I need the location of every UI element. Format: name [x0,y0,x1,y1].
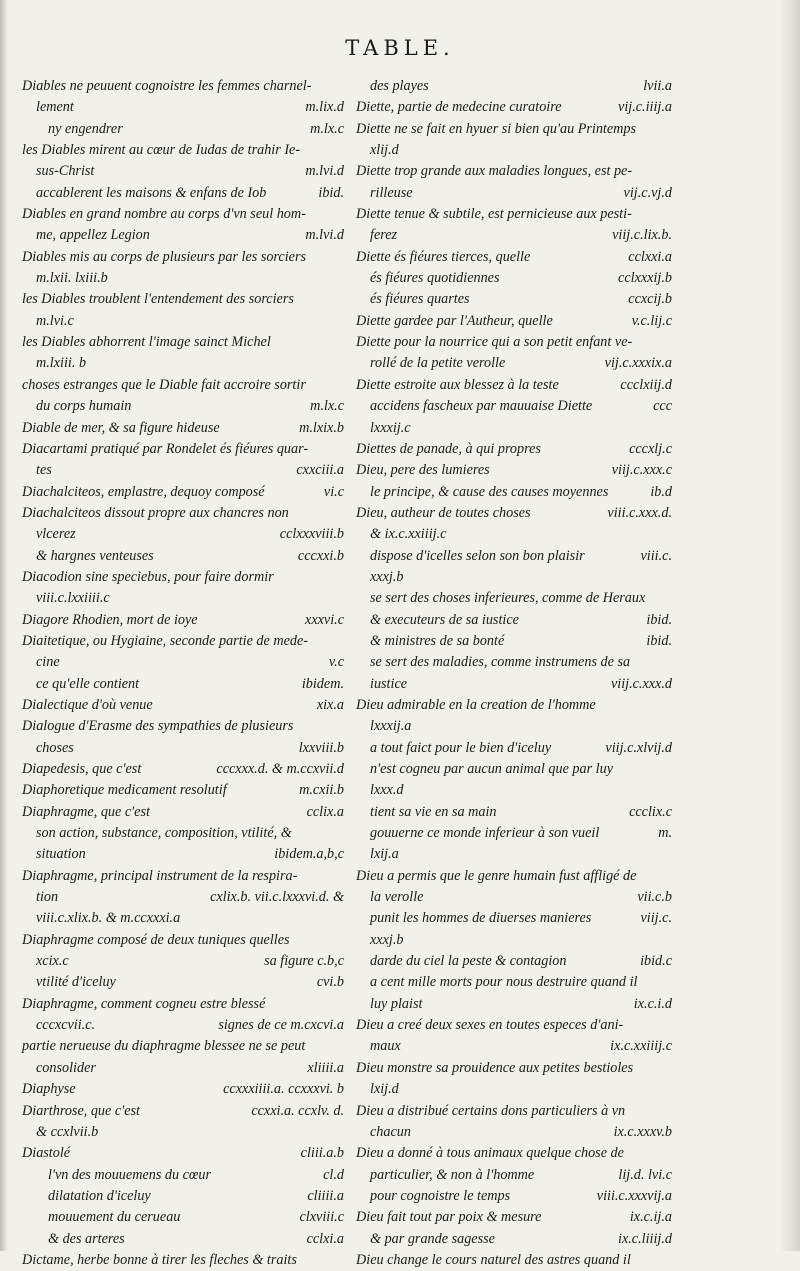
entry-text: Dieu, pere des lumieres [356,462,490,479]
entry-reference: cccxlj.c [629,440,672,457]
entry-text: a tout faict pour le bien d'iceluy [370,739,552,756]
entry-text: chacun [370,1123,411,1140]
entry-text: tient sa vie en sa main [370,803,497,820]
index-entry [356,631,672,652]
index-entry [356,524,672,545]
entry-text: du corps humain [36,398,132,415]
index-entry [356,1015,672,1036]
index-entry [22,887,344,908]
entry-reference: viij.c. [640,910,672,927]
entry-text: Diette ne se fait en hyuer si bien qu'au Printemps [356,120,637,137]
entry-reference: cccxxi.b [297,547,344,564]
entry-text: Diette és fiéures tierces, quelle [356,248,531,265]
entry-text: Diacartami pratiqué par Rondelet és fiéures quar- [22,440,309,457]
index-entry [356,844,672,865]
entry-text: vlcerez [36,526,76,543]
entry-reference: m.lxix.b [299,419,344,436]
index-entry [22,652,344,673]
entry-text: me, appellez Legion [36,227,150,244]
index-entry [22,204,344,225]
entry-text: & ix.c.xxiiij.c [370,526,447,543]
index-entry [22,418,344,439]
index-entry [356,1229,672,1250]
entry-text: maux [370,1038,401,1055]
entry-reference: vij.c.vj.d [623,184,672,201]
page-title: TABLE. [345,36,455,60]
entry-reference: clxviii.c [299,1209,344,1226]
entry-reference: cclxxxij.b [618,270,672,287]
entry-reference: m. [658,825,672,842]
entry-text: ce qu'elle contient [36,675,140,692]
entry-text: Diables mis au corps de plusieurs par les sorciers [22,248,307,265]
entry-text: cccxcvii.c. [36,1017,96,1034]
entry-text: n'est cogneu par aucun animal que par luy [370,761,614,777]
entry-text: dispose d'icelles selon son bon plaisir [370,547,585,564]
entry-text: Dictame, herbe bonne à tirer les fleches & traits [22,1251,297,1268]
entry-text: & ccxlvii.b [36,1123,99,1140]
entry-text: viii.c.lxxiiii.c [36,590,110,607]
entry-reference: m.cxii.b [299,782,344,799]
entry-reference: viii.c. [640,547,672,564]
index-entry [356,460,672,481]
entry-text: és fiéures quotidiennes [370,270,500,287]
index-entry [22,588,344,609]
index-entry [356,567,672,588]
entry-reference: cclix.a [306,803,344,820]
index-entry [22,460,344,481]
entry-text: Diaitetique, ou Hygiaine, seconde partie de mede- [22,632,309,649]
index-entry [22,396,344,417]
index-entry [22,76,344,97]
entry-text: m.lxiii. b [36,355,87,372]
entry-text: xxxj.b [370,568,404,585]
index-entry [22,1015,344,1036]
entry-text: choses estranges que le Diable fait accroire sortir [22,376,306,393]
index-entry [356,994,672,1015]
index-entry [22,567,344,588]
entry-text: son action, substance, composition, vtilité, & [36,825,292,842]
right-column [356,76,672,1271]
index-entry [22,1250,344,1271]
index-entry [22,1143,344,1164]
entry-reference: lvii.a [643,78,672,94]
index-entry [356,695,672,716]
index-entry [22,695,344,716]
entry-text: cine [36,654,60,671]
index-entry [356,802,672,823]
index-entry [22,610,344,631]
index-entry [22,1036,344,1057]
entry-text: & par grande sagesse [370,1230,495,1247]
entry-text: partie nerueuse du diaphragme blessee ne se peut [22,1038,306,1055]
entry-text: Diarthrose, que c'est [22,1102,140,1119]
entry-reference: ccxcij.b [628,291,672,308]
index-entry [22,1101,344,1122]
entry-text: Diette pour la nourrice qui a son petit enfant ve- [356,334,633,351]
entry-reference: cvi.b [316,974,344,991]
entry-text: & ministres de sa bonté [370,632,505,649]
entry-reference: vij.c.iiij.a [618,99,672,116]
index-entry [356,716,672,737]
entry-text: darde du ciel la peste & contagion [370,953,567,970]
index-entry [356,311,672,332]
entry-text: ferez [370,227,398,244]
entry-text: Diagore Rhodien, mort de ioye [22,611,198,628]
entry-text: les Diables mirent au cœur de Iudas de trahir Ie- [22,142,301,159]
index-entry [22,353,344,374]
entry-reference: ibid. [646,632,672,649]
page-spine-shadow [0,0,8,1251]
index-entry [356,1250,672,1271]
entry-reference: ibid. [318,184,344,201]
index-entry [356,289,672,310]
entry-reference: ix.c.xxiiij.c [610,1038,672,1055]
entry-text: Diacodion sine speciebus, pour faire dormir [22,568,274,585]
entry-text: lement [36,99,74,116]
entry-reference: cclxxxviii.b [279,526,344,543]
entry-text: lxxxij.a [370,718,412,735]
index-entry [22,802,344,823]
index-entry [356,375,672,396]
entry-reference: viij.c.xlvij.d [605,739,672,756]
index-entry [356,674,672,695]
entry-text: & des arteres [48,1230,125,1247]
index-entry [22,119,344,140]
index-entry [22,1207,344,1228]
index-entry [356,119,672,140]
entry-text: Diaphragme, principal instrument de la respira- [22,867,298,884]
entry-text: Diette, partie de medecine curatoire [356,99,562,116]
index-entry [22,140,344,161]
entry-reference: ix.c.i.d [633,995,672,1012]
entry-text: Diette gardee par l'Autheur, quelle [356,312,553,329]
entry-reference: m.lvi.d [305,227,344,244]
index-entry [22,844,344,865]
entry-text: accidens fascheux par mauuaise Diette [370,398,593,415]
entry-text: l'vn des mouuemens du cœur [48,1166,212,1183]
entry-reference: vi.c [323,483,344,500]
index-entry [22,247,344,268]
index-entry [22,951,344,972]
index-entry [356,439,672,460]
entry-text: m.lvi.c [36,312,74,329]
entry-text: situation [36,846,86,863]
index-entry [356,482,672,503]
index-entry [22,183,344,204]
entry-text: luy plaist [370,995,423,1012]
entry-text: pour cognoistre le temps [370,1187,511,1204]
index-entry [356,503,672,524]
index-entry [356,759,672,780]
entry-text: Diette trop grande aux maladies longues, est pe- [356,163,633,180]
entry-text: la verolle [370,889,424,906]
index-entry [356,418,672,439]
index-entry [356,76,672,97]
index-entry [22,930,344,951]
entry-reference: v.c [328,654,344,671]
entry-text: viii.c.xlix.b. & m.ccxxxi.a [36,910,181,927]
entry-text: Diables ne peuuent cognoistre les femmes charnel- [22,78,312,94]
entry-reference: cl.d [323,1166,344,1183]
entry-text: les Diables troublent l'entendement des sorciers [22,291,294,308]
entry-text: & executeurs de sa iustice [370,611,519,628]
entry-reference: cclxxi.a [628,248,672,265]
entry-text: dilatation d'iceluy [48,1187,151,1204]
index-entry [356,588,672,609]
index-entry [22,759,344,780]
index-entry [356,140,672,161]
entry-text: lxxx.d [370,782,404,799]
page-edge-shadow [780,0,800,1251]
index-entry [22,375,344,396]
index-entry [356,183,672,204]
index-entry [356,1036,672,1057]
entry-reference: ibid. [646,611,672,628]
index-entry [22,524,344,545]
entry-reference: ibidem. [301,675,344,692]
entry-text: Diapedesis, que c'est [22,761,142,777]
index-entry [22,631,344,652]
entry-text: Dieu a distribué certains dons particuliers à vn [356,1102,626,1119]
entry-text: Diachalciteos, emplastre, dequoy composé [22,483,265,500]
entry-text: choses [36,739,74,756]
entry-reference: ib.d [650,483,672,500]
entry-text: gouuerne ce monde inferieur à son vueil [370,825,600,842]
entry-text: Dieu change le cours naturel des astres quand il [356,1251,631,1268]
entry-text: Diettes de panade, à qui propres [356,440,541,457]
entry-reference: cclxi.a [306,1230,344,1247]
entry-reference: ccclix.c [629,803,672,820]
entry-text: lxij.a [370,846,399,863]
entry-text: a cent mille morts pour nous destruire quand il [370,974,638,991]
entry-text: Dieu a donné à tous animaux quelque chose de [356,1145,624,1162]
left-column [22,76,344,1271]
entry-text: xcix.c [36,953,69,970]
entry-text: Diaphragme, comment cogneu estre blessé [22,995,266,1012]
entry-reference: ccc [653,398,672,415]
entry-text: és fiéures quartes [370,291,470,308]
entry-reference: viii.c.xxxvij.a [596,1187,672,1204]
entry-reference: ccclxiij.d [620,376,672,393]
entry-text: xxxj.b [370,931,404,948]
entry-reference: cliii.a.b [300,1145,344,1162]
index-entry [356,1101,672,1122]
index-entry [356,1207,672,1228]
index-entry [356,546,672,567]
entry-text: Diette estroite aux blessez à la teste [356,376,559,393]
entry-text: Dieu fait tout par poix & mesure [356,1209,542,1226]
entry-text: lxxxij.c [370,419,411,436]
entry-text: Dieu admirable en la creation de l'homme [356,696,596,713]
entry-text: accablerent les maisons & enfans de Iob [36,184,267,201]
entry-text: Dieu monstre sa prouidence aux petites bestioles [356,1059,634,1076]
entry-text: se sert des choses inferieures, comme de Heraux [370,590,646,607]
entry-reference: m.lvi.d [305,163,344,180]
entry-text: Dialectique d'où venue [22,696,153,713]
index-entry [356,610,672,631]
index-entry [22,994,344,1015]
entry-reference: v.c.lij.c [631,312,672,329]
index-entry [22,268,344,289]
entry-text: Dialogue d'Erasme des sympathies de plusieurs [22,718,294,735]
index-entry [356,930,672,951]
entry-text: tion [36,889,59,906]
index-entry [356,161,672,182]
index-entry [356,972,672,993]
entry-reference: m.lx.c [310,120,344,137]
index-entry [22,1122,344,1143]
index-entry [356,268,672,289]
index-entry [356,887,672,908]
index-entry [356,1186,672,1207]
entry-text: xlij.d [370,142,399,159]
entry-reference: ibidem.a,b,c [274,846,344,863]
entry-reference: vij.c.xxxix.a [604,355,672,372]
index-entry [22,716,344,737]
index-entry [22,738,344,759]
index-entry [22,1058,344,1079]
entry-reference: vii.c.b [637,889,672,906]
entry-text: Diaphragme composé de deux tuniques quelles [22,931,290,948]
entry-text: m.lxii. lxiii.b [36,270,108,287]
entry-text: rilleuse [370,184,413,201]
index-entry [22,972,344,993]
entry-text: Diables en grand nombre au corps d'vn seul hom- [22,206,306,223]
entry-text: Diaphoretique medicament resolutif [22,782,227,799]
entry-text: iustice [370,675,408,692]
entry-text: consolider [36,1059,96,1076]
index-entry [22,503,344,524]
index-entry [356,1165,672,1186]
index-entry [22,332,344,353]
entry-reference: m.lix.d [305,99,344,116]
index-entry [22,1186,344,1207]
entry-text: mouuement du cerueau [48,1209,181,1226]
entry-reference: xix.a [316,696,344,713]
entry-text: rollé de la petite verolle [370,355,506,372]
entry-reference: xliiii.a [307,1059,344,1076]
entry-reference: ccxxi.a. ccxlv. d. [251,1102,344,1119]
entry-text: sus-Christ [36,163,95,180]
entry-reference: lij.d. lvi.c [618,1166,672,1183]
entry-reference: viij.c.xxx.d [610,675,672,692]
index-entry [356,652,672,673]
index-entry [22,225,344,246]
index-entry [22,674,344,695]
index-entry [22,908,344,929]
index-entry [22,439,344,460]
index-entry [356,1079,672,1100]
entry-reference: cccxxx.d. & m.ccxvii.d [216,761,344,777]
index-entry [22,1165,344,1186]
entry-reference: cliiii.a [307,1187,344,1204]
index-entry [356,780,672,801]
entry-text: Diette tenue & subtile, est pernicieuse aux pesti- [356,206,632,223]
entry-reference: viij.c.xxx.c [611,462,672,479]
index-entry [22,97,344,118]
entry-text: Diastolé [22,1145,71,1162]
index-entry [356,97,672,118]
entry-text: Dieu a creé deux sexes en toutes especes d'ani- [356,1017,624,1034]
entry-text: punit les hommes de diuerses manieres [370,910,592,927]
index-entry [356,823,672,844]
entry-text: Diaphyse [22,1081,76,1098]
entry-text: tes [36,462,52,479]
entry-text: les Diables abhorrent l'image sainct Michel [22,334,271,351]
index-entry [22,311,344,332]
index-entry [22,161,344,182]
entry-reference: m.lx.c [310,398,344,415]
index-entry [356,247,672,268]
index-entry [22,780,344,801]
index-entry [356,225,672,246]
index-entry [356,1143,672,1164]
index-entry [22,823,344,844]
index-entry [356,866,672,887]
entry-text: vtilité d'iceluy [36,974,116,991]
entry-text: Diachalciteos dissout propre aux chancres non [22,504,289,521]
entry-reference: signes de ce m.cxcvi.a [218,1017,344,1034]
index-entry [356,332,672,353]
index-entry [356,396,672,417]
entry-text: se sert des maladies, comme instrumens de sa [370,654,631,671]
entry-text: le principe, & cause des causes moyennes [370,483,609,500]
entry-reference: ccxxxiiii.a. ccxxxvi. b [223,1081,344,1098]
index-entry [22,866,344,887]
index-entry [22,546,344,567]
entry-text: Dieu, autheur de toutes choses [356,504,531,521]
entry-reference: cxxciii.a [296,462,344,479]
entry-text: & hargnes venteuses [36,547,154,564]
entry-reference: ix.c.xxxv.b [613,1123,672,1140]
entry-reference: viii.c.xxx.d. [607,504,672,521]
entry-reference: ibid.c [640,953,672,970]
entry-reference: ix.c.liiij.d [618,1230,672,1247]
entry-reference: sa figure c.b,c [264,953,344,970]
entry-text: particulier, & non à l'homme [370,1166,535,1183]
entry-reference: ix.c.ij.a [629,1209,672,1226]
index-entry [22,1229,344,1250]
entry-reference: xxxvi.c [305,611,344,628]
index-entry [22,482,344,503]
index-entry [356,951,672,972]
index-entry [22,1079,344,1100]
index-entry [356,204,672,225]
index-entry [356,1058,672,1079]
index-entry [356,908,672,929]
entry-text: Diable de mer, & sa figure hideuse [22,419,220,436]
entry-text: lxij.d [370,1081,399,1098]
index-entry [22,289,344,310]
index-entry [356,353,672,374]
entry-reference: cxlix.b. vii.c.lxxxvi.d. & [210,889,344,906]
entry-text: ny engendrer [48,120,123,137]
entry-text: Dieu a permis que le genre humain fust affligé de [356,867,637,884]
entry-text: Diaphragme, que c'est [22,803,150,820]
index-entry [356,1122,672,1143]
entry-text: des playes [370,78,429,94]
entry-reference: lxxviii.b [298,739,344,756]
index-entry [356,738,672,759]
entry-reference: viij.c.lix.b. [612,227,672,244]
